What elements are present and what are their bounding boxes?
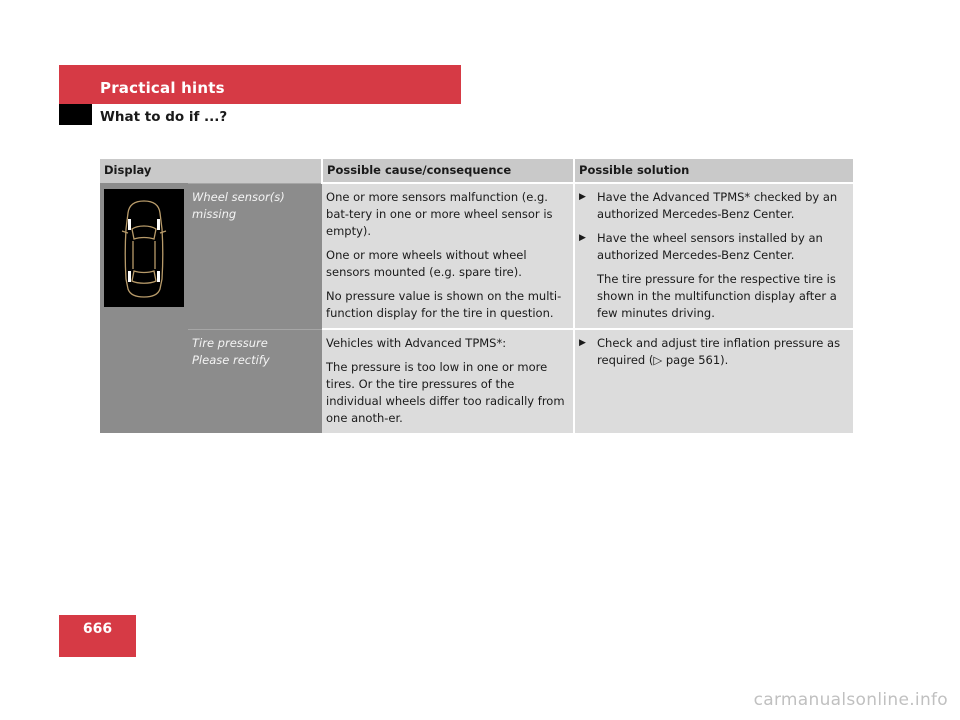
car-top-view-icon [104, 189, 184, 307]
display-message-cell [188, 183, 322, 329]
cause-text: No pressure value is shown on the multi-function display for the tire in question. [326, 289, 562, 320]
section-title: Practical hints [100, 79, 225, 97]
solution-step [579, 189, 849, 223]
subtitle-tab-marker [59, 104, 92, 125]
solution-text: Have the Advanced TPMS* checked by an authorized Mercedes-Benz Center. [597, 190, 838, 221]
solution-step [579, 335, 849, 369]
display-graphic-cell-empty [100, 329, 188, 433]
display-message-line2: missing [192, 206, 237, 221]
page-number: 666 [82, 621, 113, 637]
cause-cell [322, 183, 574, 329]
display-graphic-cell [100, 183, 188, 329]
column-header-display: Display [100, 159, 322, 183]
display-message-line2: Please rectify [192, 352, 270, 367]
cause-text: Vehicles with Advanced TPMS*: [326, 336, 507, 350]
display-message-line1: Wheel sensor(s) [192, 189, 285, 204]
cause-text: One or more sensors malfunction (e.g. bat-tery in one or more wheel sensor is empty). [326, 190, 553, 238]
display-message-cell [188, 329, 322, 433]
page-subtitle: What to do if ...? [100, 109, 228, 125]
table-header-row [100, 159, 853, 183]
table-row [100, 183, 853, 329]
triangle-right-icon: ▶ [579, 338, 586, 348]
hints-table [100, 159, 853, 433]
solution-note: The tire pressure for the respective tire is shown in the multifunction display after a few minutes driving. [597, 272, 837, 320]
solution-cell [574, 183, 853, 329]
display-message-line1: Tire pressure [192, 335, 268, 350]
watermark-text: carmanualsonline.info [753, 690, 948, 710]
triangle-right-icon: ▶ [579, 192, 586, 202]
solution-step [579, 230, 849, 264]
column-header-cause: Possible cause/consequence [322, 159, 574, 183]
column-header-solution: Possible solution [574, 159, 853, 183]
triangle-right-icon: ▶ [579, 233, 586, 243]
solution-text: Check and adjust tire inflation pressure as required (▷ page 561). [597, 336, 841, 367]
cause-text: One or more wheels without wheel sensors mounted (e.g. spare tire). [326, 248, 527, 279]
cause-text: The pressure is too low in one or more tires. Or the tire pressures of the individual wheels differ too radically from one anoth-er. [326, 360, 565, 425]
cause-cell [322, 329, 574, 433]
solution-text: Have the wheel sensors installed by an authorized Mercedes-Benz Center. [597, 231, 823, 262]
solution-cell [574, 329, 853, 433]
table-row [100, 329, 853, 433]
